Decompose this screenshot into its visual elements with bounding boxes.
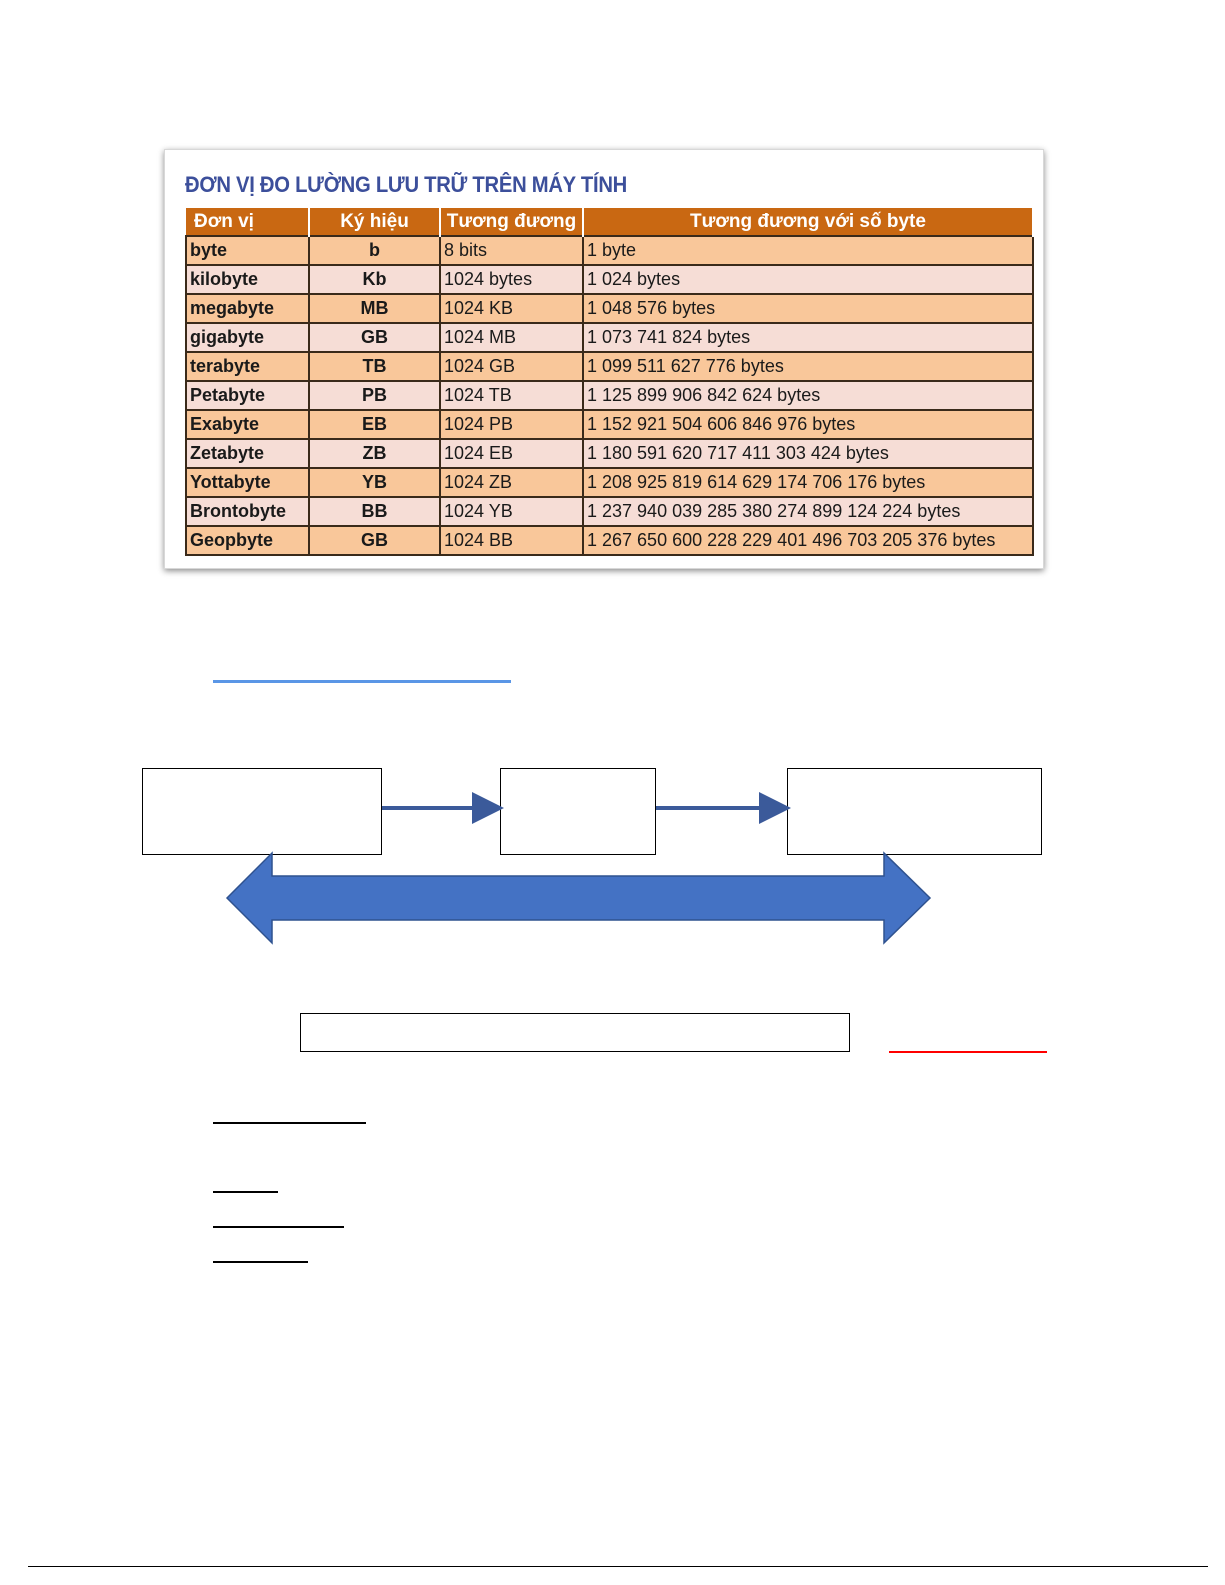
flow-arrows (0, 760, 1225, 960)
cell-equivalent: 1024 YB (440, 497, 583, 526)
cell-equivalent: 1024 BB (440, 526, 583, 555)
cell-symbol: BB (309, 497, 440, 526)
cell-equivalent: 1024 PB (440, 410, 583, 439)
cell-unit: megabyte (186, 294, 309, 323)
page-bottom-rule (28, 1566, 1208, 1567)
cell-unit: Geopbyte (186, 526, 309, 555)
header-symbol: Ký hiệu (309, 208, 440, 236)
cell-symbol: EB (309, 410, 440, 439)
cell-equivalent: 1024 KB (440, 294, 583, 323)
storage-units-table-image (164, 149, 1044, 569)
table-row (186, 323, 1033, 352)
cell-symbol: YB (309, 468, 440, 497)
cell-equivalent: 8 bits (440, 236, 583, 265)
table-row (186, 439, 1033, 468)
red-underline (889, 1051, 1047, 1053)
cell-unit: kilobyte (186, 265, 309, 294)
table-row (186, 265, 1033, 294)
cell-unit: Exabyte (186, 410, 309, 439)
header-bytes: Tương đương với số byte (583, 208, 1033, 236)
cell-equivalent: 1024 bytes (440, 265, 583, 294)
cell-bytes: 1 073 741 824 bytes (583, 323, 1033, 352)
cell-bytes: 1 152 921 504 606 846 976 bytes (583, 410, 1033, 439)
cell-symbol: b (309, 236, 440, 265)
cell-unit: Brontobyte (186, 497, 309, 526)
cell-equivalent: 1024 ZB (440, 468, 583, 497)
cell-bytes: 1 180 591 620 717 411 303 424 bytes (583, 439, 1033, 468)
cell-bytes: 1 125 899 906 842 624 bytes (583, 381, 1033, 410)
table-row (186, 236, 1033, 265)
cell-symbol: GB (309, 323, 440, 352)
table-title: ĐƠN VỊ ĐO LƯỜNG LƯU TRỮ TRÊN MÁY TÍNH (185, 172, 628, 197)
blank-line-3 (213, 1226, 344, 1228)
cell-equivalent: 1024 TB (440, 381, 583, 410)
cell-bytes: 1 byte (583, 236, 1033, 265)
table-row (186, 410, 1033, 439)
header-equivalent: Tương đương (440, 208, 583, 236)
cell-bytes: 1 208 925 819 614 629 174 706 176 bytes (583, 468, 1033, 497)
blank-line-2 (213, 1191, 278, 1193)
header-unit: Đơn vị (186, 208, 309, 236)
cell-unit: terabyte (186, 352, 309, 381)
blue-underline (213, 680, 511, 683)
cell-equivalent: 1024 MB (440, 323, 583, 352)
table-row (186, 468, 1033, 497)
cell-unit: Zetabyte (186, 439, 309, 468)
table-row (186, 294, 1033, 323)
double-headed-arrow (227, 853, 930, 943)
cell-bytes: 1 099 511 627 776 bytes (583, 352, 1033, 381)
blank-line-1 (213, 1122, 366, 1124)
cell-bytes: 1 267 650 600 228 229 401 496 703 205 376 bytes (583, 526, 1033, 555)
cell-bytes: 1 237 940 039 285 380 274 899 124 224 bytes (583, 497, 1033, 526)
cell-symbol: TB (309, 352, 440, 381)
cell-symbol: ZB (309, 439, 440, 468)
cell-bytes: 1 048 576 bytes (583, 294, 1033, 323)
blank-line-4 (213, 1261, 308, 1263)
answer-box (300, 1013, 850, 1052)
table-row (186, 352, 1033, 381)
cell-symbol: PB (309, 381, 440, 410)
cell-unit: Petabyte (186, 381, 309, 410)
table-header-row (186, 208, 1033, 236)
cell-equivalent: 1024 EB (440, 439, 583, 468)
cell-bytes: 1 024 bytes (583, 265, 1033, 294)
cell-symbol: Kb (309, 265, 440, 294)
table-row (186, 381, 1033, 410)
cell-symbol: GB (309, 526, 440, 555)
cell-unit: Yottabyte (186, 468, 309, 497)
table-body (186, 236, 1033, 555)
table-row (186, 526, 1033, 555)
storage-units-table (185, 208, 1034, 556)
cell-unit: gigabyte (186, 323, 309, 352)
table-row (186, 497, 1033, 526)
cell-unit: byte (186, 236, 309, 265)
cell-equivalent: 1024 GB (440, 352, 583, 381)
cell-symbol: MB (309, 294, 440, 323)
